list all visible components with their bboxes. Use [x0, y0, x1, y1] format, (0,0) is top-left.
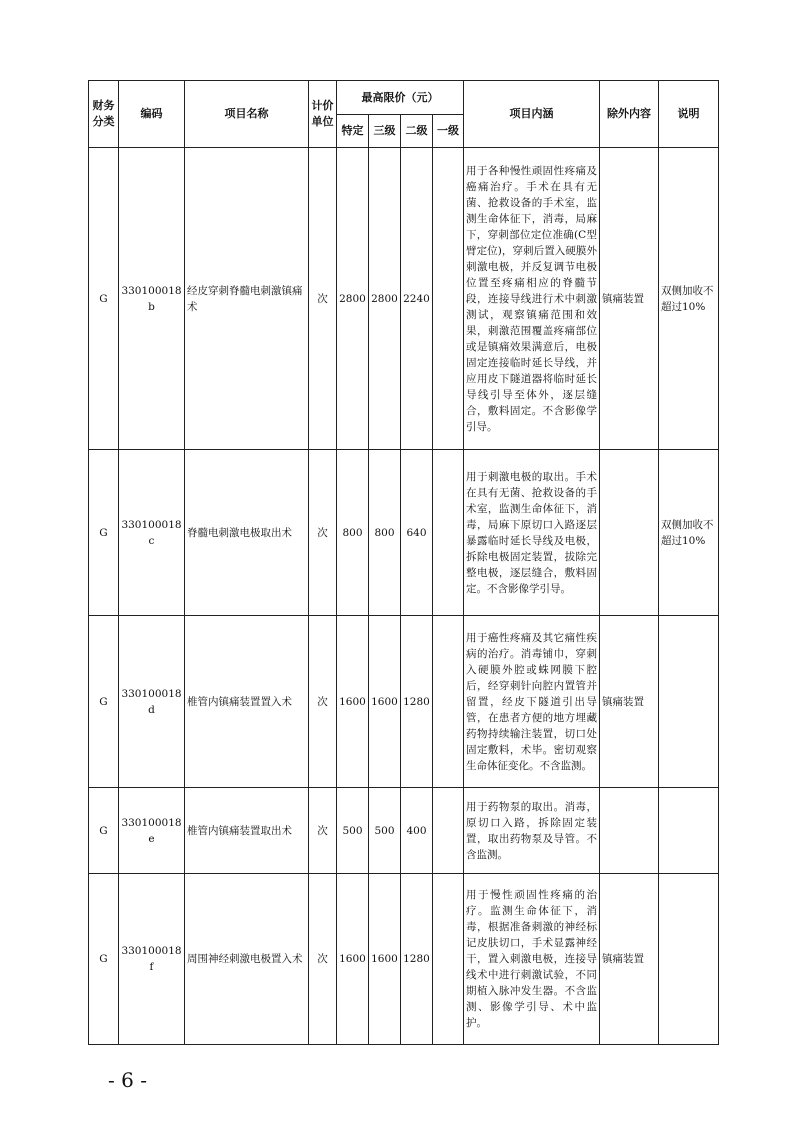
row-name: 脊髓电刺激电极取出术	[185, 450, 309, 616]
row-name: 椎管内镇痛装置置入术	[185, 616, 309, 788]
row-price-special: 800	[337, 450, 369, 616]
table-row	[89, 450, 719, 616]
row-name: 周围神经刺激电极置入术	[185, 874, 309, 1045]
row-exclusions	[600, 788, 659, 874]
header-category: 财务分类	[89, 81, 119, 148]
table-row	[89, 616, 719, 788]
header-row-1	[89, 81, 719, 115]
row-price-2: 640	[401, 450, 433, 616]
row-code: 330100018b	[119, 148, 185, 450]
row-exclusions: 镇痛装置	[600, 148, 659, 450]
row-code: 330100018e	[119, 788, 185, 874]
row-price-3: 1600	[369, 874, 401, 1045]
page-number: - 6 -	[108, 1068, 147, 1092]
row-exclusions	[600, 450, 659, 616]
table-row	[89, 874, 719, 1045]
row-price-3: 2800	[369, 148, 401, 450]
row-price-special: 500	[337, 788, 369, 874]
row-price-2: 1280	[401, 616, 433, 788]
row-category: G	[89, 874, 119, 1045]
row-content: 用于各种慢性顽固性疼痛及癌痛治疗。手术在具有无菌、抢救设备的手术室，监测生命体征下，消毒，局麻下，穿刺部位定位准确(C型臂定位)，穿刺后置入硬膜外刺激电极，并反复调节电极位置至疼痛相应的脊髓节段，连接导线进行术中刺激测试，观察镇痛范围和效果，刺激范围覆盖疼痛部位或是镇痛效果满意后，电极固定连接临时延长导线，并应用皮下隧道器将临时延长导线引导至体外，逐层缝合，敷料固定。不含影像学引导。	[464, 148, 600, 450]
row-unit: 次	[309, 616, 337, 788]
row-price-2: 1280	[401, 874, 433, 1045]
header-unit: 计价单位	[309, 81, 337, 148]
header-price-group: 最高限价（元）	[337, 81, 464, 115]
row-price-1	[433, 874, 464, 1045]
row-price-special: 1600	[337, 616, 369, 788]
row-price-2: 2240	[401, 148, 433, 450]
row-unit: 次	[309, 450, 337, 616]
row-unit: 次	[309, 788, 337, 874]
row-unit: 次	[309, 874, 337, 1045]
row-code: 330100018d	[119, 616, 185, 788]
header-tier-3: 三级	[369, 115, 401, 148]
row-notes: 双侧加收不超过10%	[659, 148, 719, 450]
row-code: 330100018c	[119, 450, 185, 616]
table-row	[89, 788, 719, 874]
row-exclusions: 镇痛装置	[600, 874, 659, 1045]
header-tier-1: 一级	[433, 115, 464, 148]
header-code: 编码	[119, 81, 185, 148]
header-notes: 说明	[659, 81, 719, 148]
row-category: G	[89, 148, 119, 450]
row-price-1	[433, 148, 464, 450]
header-content: 项目内涵	[464, 81, 600, 148]
row-price-1	[433, 616, 464, 788]
row-category: G	[89, 616, 119, 788]
row-category: G	[89, 788, 119, 874]
row-price-special: 1600	[337, 874, 369, 1045]
row-price-1	[433, 450, 464, 616]
row-notes: 双侧加收不超过10%	[659, 450, 719, 616]
header-exclusions: 除外内容	[600, 81, 659, 148]
row-content: 用于慢性顽固性疼痛的治疗。监测生命体征下，消毒，根据准备刺激的神经标记皮肤切口，手术显露神经干，置入刺激电极，连接导线术中进行刺激试验，不同期植入脉冲发生器。不含监测、影像学引导、术中监护。	[464, 874, 600, 1045]
row-content: 用于刺激电极的取出。手术在具有无菌、抢救设备的手术室，监测生命体征下，消毒，局麻下原切口入路逐层暴露临时延长导线及电极，拆除电极固定装置，拔除完整电极，逐层缝合，敷料固定。不含影像学引导。	[464, 450, 600, 616]
row-notes	[659, 874, 719, 1045]
fee-schedule-table	[88, 80, 719, 1045]
row-price-3: 800	[369, 450, 401, 616]
row-content: 用于癌性疼痛及其它痛性疾病的治疗。消毒铺巾，穿刺入硬膜外腔或蛛网膜下腔后，经穿刺针向腔内置管并留置，经皮下隧道引出导管，在患者方便的地方埋藏药物持续输注装置，切口处固定敷料，术毕。密切观察生命体征变化。不含监测。	[464, 616, 600, 788]
table-row	[89, 148, 719, 450]
header-name: 项目名称	[185, 81, 309, 148]
row-price-3: 1600	[369, 616, 401, 788]
row-content: 用于药物泵的取出。消毒，原切口入路，拆除固定装置，取出药物泵及导管。不含监测。	[464, 788, 600, 874]
row-price-1	[433, 788, 464, 874]
row-price-2: 400	[401, 788, 433, 874]
row-notes	[659, 616, 719, 788]
row-name: 经皮穿刺脊髓电刺激镇痛术	[185, 148, 309, 450]
row-price-special: 2800	[337, 148, 369, 450]
row-category: G	[89, 450, 119, 616]
header-tier-2: 二级	[401, 115, 433, 148]
row-unit: 次	[309, 148, 337, 450]
row-price-3: 500	[369, 788, 401, 874]
row-exclusions: 镇痛装置	[600, 616, 659, 788]
row-code: 330100018f	[119, 874, 185, 1045]
row-notes	[659, 788, 719, 874]
row-name: 椎管内镇痛装置取出术	[185, 788, 309, 874]
header-tier-special: 特定	[337, 115, 369, 148]
